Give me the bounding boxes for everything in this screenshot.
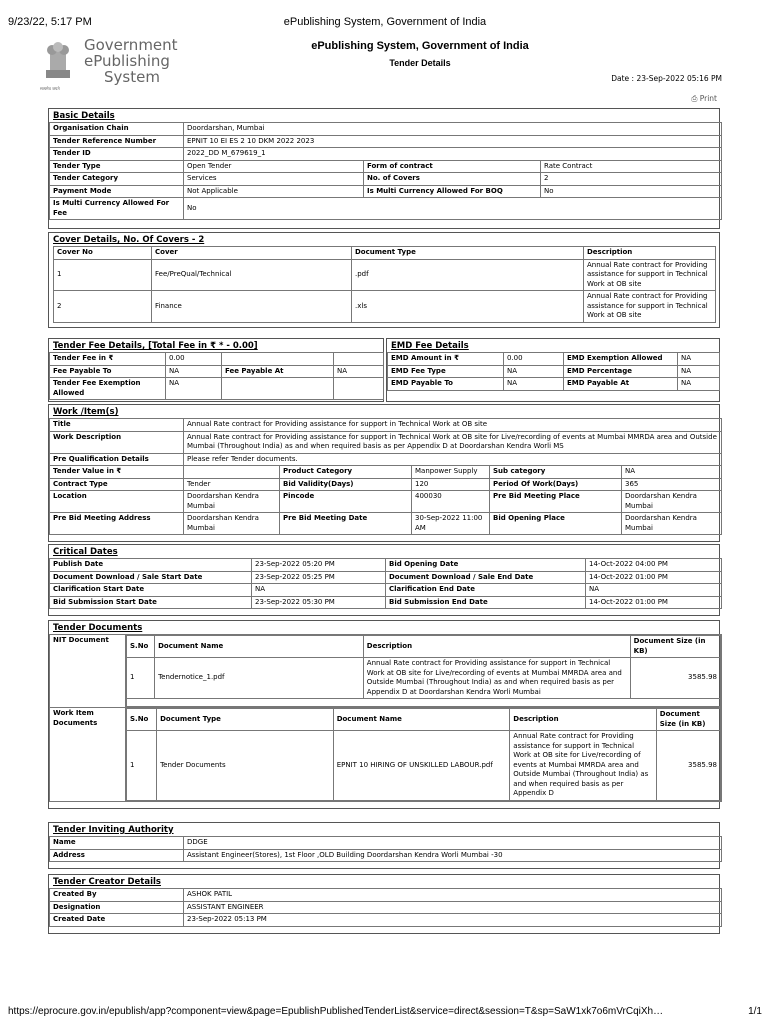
value: 0.00 (166, 353, 222, 366)
col-header: Description (584, 247, 716, 260)
label: Organisation Chain (50, 123, 184, 136)
eps-logo (40, 36, 190, 92)
cover-desc: Annual Rate contract for Providing assistance for support in Technical Work at OB site (584, 259, 716, 291)
label: Clarification Start Date (50, 584, 252, 597)
col-header: Document Name (155, 636, 364, 658)
label: Is Multi Currency Allowed For Fee (50, 198, 184, 220)
label: Address (50, 849, 184, 862)
value: Doordarshan Kendra Mumbai (622, 491, 722, 513)
value: ASSISTANT ENGINEER (184, 901, 722, 914)
col-header: Document Name (333, 709, 510, 731)
cover-no: 2 (54, 291, 152, 323)
doc-name-link[interactable]: Tendernotice_1.pdf (155, 658, 364, 699)
cover-name: Fee/PreQual/Technical (152, 259, 352, 291)
label: Is Multi Currency Allowed For BOQ (364, 185, 541, 198)
cover-no: 1 (54, 259, 152, 291)
value: 2022_DD M_679619_1 (184, 148, 722, 161)
label: Title (50, 419, 184, 432)
work-items-table (49, 418, 722, 535)
label: Designation (50, 901, 184, 914)
print-page-title: ePublishing System, Government of India (283, 16, 487, 28)
creator-table (49, 888, 722, 927)
label: Pre Bid Meeting Place (490, 491, 622, 513)
printer-icon: ⎙ (691, 94, 700, 103)
label: Created Date (50, 914, 184, 927)
value: NA (678, 378, 720, 391)
label: Work Description (50, 431, 184, 453)
value: Doordarshan Kendra Mumbai (622, 513, 722, 535)
cover-desc: Annual Rate contract for Providing assistance for support in Technical Work at OB site (584, 291, 716, 323)
print-label: Print (699, 94, 717, 103)
emd-fee-table (387, 352, 720, 391)
value: EPNIT 10 EI ES 2 10 DKM 2022 2023 (184, 135, 722, 148)
label: Contract Type (50, 478, 184, 491)
value: Services (184, 173, 364, 186)
value: Please refer Tender documents. (184, 453, 722, 466)
col-header: S.No (127, 636, 155, 658)
label: Clarification End Date (386, 584, 586, 597)
value: 14-Oct-2022 04:00 PM (586, 559, 722, 572)
doc-type: Tender Documents (157, 731, 334, 801)
value: Not Applicable (184, 185, 364, 198)
label: Tender ID (50, 148, 184, 161)
value: NA (166, 378, 222, 400)
value: 14-Oct-2022 01:00 PM (586, 571, 722, 584)
label: EMD Percentage (564, 365, 678, 378)
label: Location (50, 491, 184, 513)
value: Doordarshan Kendra Mumbai (184, 513, 280, 535)
label: Fee Payable At (222, 365, 334, 378)
nit-label: NIT Document (50, 635, 126, 708)
label: Tender Fee in ₹ (50, 353, 166, 366)
label: EMD Payable To (388, 378, 504, 391)
label: Document Download / Sale End Date (386, 571, 586, 584)
basic-details-table (49, 122, 722, 220)
value: NA (586, 584, 722, 597)
cover-details-section (48, 232, 720, 328)
value: DDGE (184, 837, 722, 850)
cover-name: Finance (152, 291, 352, 323)
label: Document Download / Sale Start Date (50, 571, 252, 584)
critical-dates-section (48, 544, 720, 616)
value: NA (504, 365, 564, 378)
section-title: Basic Details (53, 111, 115, 121)
label: Name (50, 837, 184, 850)
value: Open Tender (184, 160, 364, 173)
section-title: EMD Fee Details (391, 341, 469, 351)
tender-fee-table (49, 352, 384, 400)
emd-fee-section (386, 338, 720, 402)
print-url: https://eprocure.gov.in/epublish/app?component=view&page=EpublishPublishedTenderList&service=direct&session=T&sp=SaW1xk7o6mVrCqiXh… (8, 1006, 664, 1017)
creator-details-section (48, 874, 720, 934)
value: 23-Sep-2022 05:13 PM (184, 914, 722, 927)
table-row (127, 731, 721, 801)
value: Tender (184, 478, 280, 491)
label: Bid Opening Date (386, 559, 586, 572)
label: Pincode (280, 491, 412, 513)
value: 2 (541, 173, 722, 186)
col-header: S.No (127, 709, 157, 731)
tender-documents-section (48, 620, 720, 809)
doc-sno: 1 (127, 731, 157, 801)
col-header: Document Type (352, 247, 584, 260)
value: Annual Rate contract for Providing assistance for support in Technical Work at OB site for Live/recording of events at Mumbai MMRDA area and Outside Mumbai (Throughout India) as and when required basis as per Appendix D at Doordarshan Kendra Worli MS (184, 431, 722, 453)
value: NA (252, 584, 386, 597)
section-title: Work /Item(s) (53, 407, 119, 417)
label: Tender Value in ₹ (50, 466, 184, 479)
emblem-caption: सत्यमेव जयते (40, 86, 60, 91)
label: Bid Opening Place (490, 513, 622, 535)
browser-print-header (0, 16, 770, 30)
doc-size: 3585.98 (630, 658, 720, 699)
doc-type: .pdf (352, 259, 584, 291)
value: Manpower Supply (412, 466, 490, 479)
value: 23-Sep-2022 05:30 PM (252, 596, 386, 609)
value: 23-Sep-2022 05:25 PM (252, 571, 386, 584)
table-row (54, 291, 716, 323)
value: NA (334, 365, 384, 378)
print-page-number: 1/1 (748, 1006, 762, 1017)
nit-documents-table (126, 635, 721, 707)
value: NA (678, 365, 720, 378)
doc-desc: Annual Rate contract for Providing assistance for support in Technical Work at OB site for Live/recording of events at Mumbai MMRDA area and Outside Mumbai (Throughout India) as and when required basis as per Appendix D at Doordarshan Kendra Worli Mumbai (363, 658, 630, 699)
doc-type: .xls (352, 291, 584, 323)
label: EMD Amount in ₹ (388, 353, 504, 366)
table-row (127, 658, 721, 699)
value: 365 (622, 478, 722, 491)
label: Created By (50, 889, 184, 902)
page-title: ePublishing System, Government of India (311, 40, 529, 52)
basic-details-section (48, 108, 720, 229)
label: Tender Fee Exemption Allowed (50, 378, 166, 400)
value: NA (166, 365, 222, 378)
tender-documents-table (49, 634, 722, 802)
label: Sub category (490, 466, 622, 479)
table-row (54, 259, 716, 291)
logo-line-1: Government (84, 36, 178, 54)
doc-size: 3585.98 (656, 731, 720, 801)
label: Fee Payable To (50, 365, 166, 378)
label: Tender Category (50, 173, 184, 186)
authority-table (49, 836, 722, 862)
work-items-section (48, 404, 720, 542)
print-link[interactable] (691, 94, 717, 104)
section-title: Tender Inviting Authority (53, 825, 174, 835)
value: 30-Sep-2022 11:00 AM (412, 513, 490, 535)
doc-name-link[interactable]: EPNIT 10 HIRING OF UNSKILLED LABOUR.pdf (333, 731, 510, 801)
label: Form of contract (364, 160, 541, 173)
label: Bid Submission End Date (386, 596, 586, 609)
logo-line-3: System (104, 68, 160, 86)
label: Pre Bid Meeting Date (280, 513, 412, 535)
value: 23-Sep-2022 05:20 PM (252, 559, 386, 572)
label: EMD Exemption Allowed (564, 353, 678, 366)
label: Period Of Work(Days) (490, 478, 622, 491)
value: 14-Oct-2022 01:00 PM (586, 596, 722, 609)
value: 120 (412, 478, 490, 491)
print-datetime: 9/23/22, 5:17 PM (8, 16, 92, 28)
value: NA (504, 378, 564, 391)
value: Annual Rate contract for Providing assistance for support in Technical Work at OB site (184, 419, 722, 432)
value: ASHOK PATIL (184, 889, 722, 902)
col-header: Description (510, 709, 656, 731)
value: 0.00 (504, 353, 564, 366)
work-item-documents-table (126, 708, 721, 801)
label: Bid Submission Start Date (50, 596, 252, 609)
section-title: Tender Documents (53, 623, 143, 633)
label: Publish Date (50, 559, 252, 572)
label: Bid Validity(Days) (280, 478, 412, 491)
cover-table (53, 246, 716, 323)
section-title: Tender Creator Details (53, 877, 161, 887)
label: EMD Payable At (564, 378, 678, 391)
value: NA (678, 353, 720, 366)
section-title: Critical Dates (53, 547, 118, 557)
value: Assistant Engineer(Stores), 1st Floor ,OLD Building Doordarshan Kendra Worli Mumbai -30 (184, 849, 722, 862)
label: Tender Type (50, 160, 184, 173)
tender-fee-section (48, 338, 384, 402)
doc-sno: 1 (127, 658, 155, 699)
value: Rate Contract (541, 160, 722, 173)
value: Doordarshan Kendra Mumbai (184, 491, 280, 513)
col-header: Document Type (157, 709, 334, 731)
col-header: Cover (152, 247, 352, 260)
critical-dates-table (49, 558, 722, 609)
value: NA (622, 466, 722, 479)
label: EMD Fee Type (388, 365, 504, 378)
label: No. of Covers (364, 173, 541, 186)
value: 400030 (412, 491, 490, 513)
national-emblem-icon (40, 36, 76, 88)
label: Pre Bid Meeting Address (50, 513, 184, 535)
label: Pre Qualification Details (50, 453, 184, 466)
work-item-docs-label: Work Item Documents (50, 708, 126, 802)
value: No (541, 185, 722, 198)
page-subtitle: Tender Details (389, 58, 451, 68)
value (184, 466, 280, 479)
col-header: Cover No (54, 247, 152, 260)
section-title: Cover Details, No. Of Covers - 2 (53, 235, 205, 245)
label: Payment Mode (50, 185, 184, 198)
doc-desc: Annual Rate contract for Providing assistance for support in Technical Work at OB site for Live/recording of events at Mumbai MMRDA area and Outside Mumbai (Throughout India) as and when required basis as per Appendix D (510, 731, 656, 801)
inviting-authority-section (48, 822, 720, 869)
label: Tender Reference Number (50, 135, 184, 148)
value: Doordarshan, Mumbai (184, 123, 722, 136)
section-title: Tender Fee Details, [Total Fee in ₹ * - 0.00] (53, 341, 258, 351)
value: No (184, 198, 722, 220)
report-date: Date : 23-Sep-2022 05:16 PM (611, 74, 722, 83)
col-header: Document Size (in KB) (630, 636, 720, 658)
col-header: Document Size (in KB) (656, 709, 720, 731)
label: Product Category (280, 466, 412, 479)
col-header: Description (363, 636, 630, 658)
logo-line-2: ePublishing (84, 52, 170, 70)
